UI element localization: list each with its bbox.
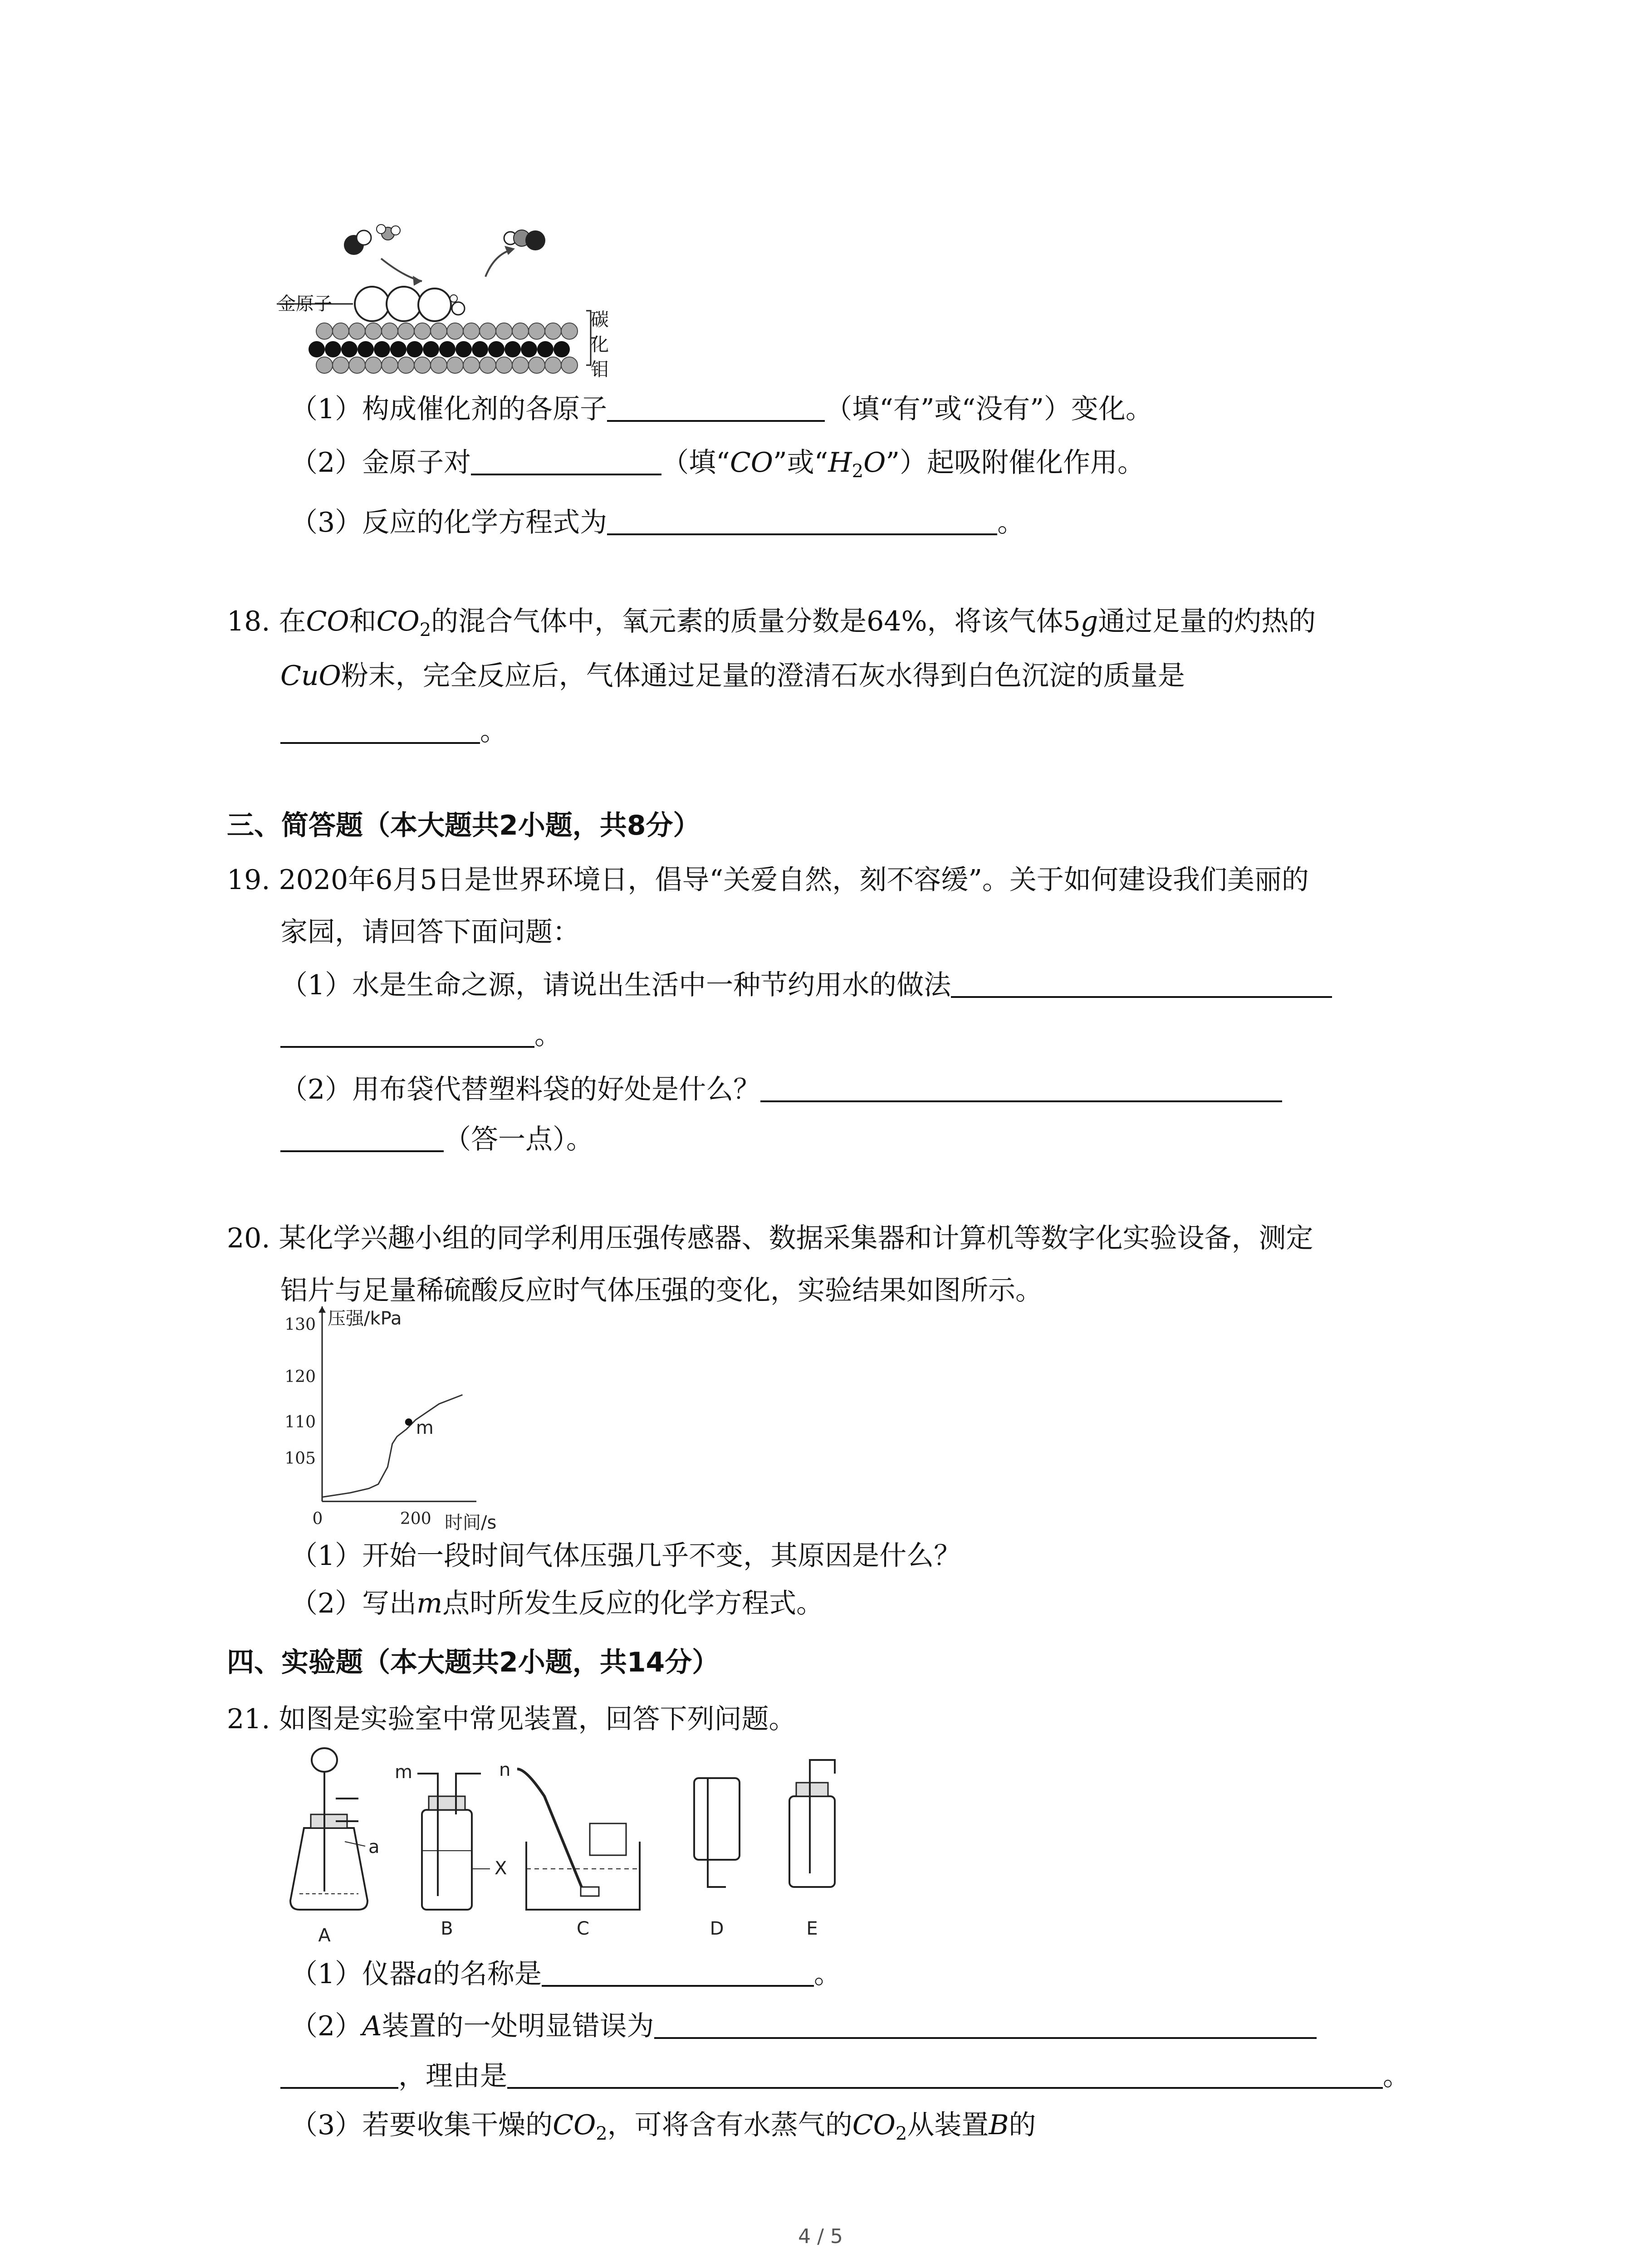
carbide-atom bbox=[382, 323, 398, 339]
apparatus-c bbox=[517, 1769, 640, 1910]
q17-part2: （2）金原子对 （填“CO”或“$H_2O$”）起吸附催化作用。 bbox=[290, 447, 1145, 482]
apparatus-diagram bbox=[272, 1742, 916, 1950]
x-tick-label: 0 bbox=[312, 1510, 323, 1528]
q18-line3: 。 bbox=[280, 717, 507, 745]
carbide-atom bbox=[456, 341, 472, 357]
apparatus-b bbox=[417, 1774, 490, 1910]
point-m-label: m bbox=[416, 1418, 434, 1438]
y-axis-label: 压强/kPa bbox=[328, 1308, 402, 1329]
label-e: E bbox=[806, 1918, 818, 1939]
carbide-atom bbox=[374, 341, 390, 357]
y-axis-arrow bbox=[318, 1306, 326, 1313]
carbide-atom bbox=[431, 323, 447, 339]
point-m bbox=[405, 1418, 412, 1426]
q20-line1: 20. 某化学兴趣小组的同学利用压强传感器、数据采集器和计算机等数字化实验设备，测定 bbox=[227, 1222, 1313, 1254]
carbide-atom bbox=[390, 341, 407, 357]
apparatus-e bbox=[789, 1760, 835, 1887]
section-4-title: 四、实验题（本大题共2小题，共14分） bbox=[227, 1647, 720, 1678]
q17-part3: （3）反应的化学方程式为 。 bbox=[290, 507, 1025, 538]
carbide-atom bbox=[463, 357, 480, 373]
apparatus-a bbox=[290, 1748, 367, 1910]
q17-part1: （1）构成催化剂的各原子 （填“有”或“没有”）变化。 bbox=[290, 393, 1153, 425]
q19-part2-cont: （答一点）。 bbox=[280, 1125, 593, 1153]
carbide-atom bbox=[414, 357, 431, 373]
carbide-atom bbox=[316, 357, 333, 373]
x-axis-label: 时间/s bbox=[445, 1512, 497, 1533]
carbide-atom bbox=[447, 357, 463, 373]
carbide-atom bbox=[333, 323, 349, 339]
label-a-lower: a bbox=[368, 1837, 380, 1857]
q21-part1: （1）仪器a的名称是 。 bbox=[290, 1958, 841, 1990]
carbide-atom bbox=[439, 341, 456, 357]
q20-part1: （1）开始一段时间气体压强几乎不变，其原因是什么？ bbox=[290, 1540, 961, 1572]
carbide-atom bbox=[333, 357, 349, 373]
y-tick-label: 105 bbox=[284, 1449, 316, 1468]
carbide-atom bbox=[431, 357, 447, 373]
y-tick-label: 130 bbox=[284, 1315, 316, 1334]
q19-part2: （2）用布袋代替塑料袋的好处是什么？ bbox=[280, 1075, 1282, 1103]
carbide-atom bbox=[358, 341, 374, 357]
carbide-atom bbox=[365, 323, 382, 339]
carbide-atom bbox=[529, 323, 545, 339]
q19-line1: 19. 2020年6月5日是世界环境日，倡导“关爱自然，刻不容缓”。关于如何建设我们美丽的 bbox=[227, 864, 1309, 896]
carbide-atom bbox=[554, 341, 570, 357]
label-x: X bbox=[495, 1858, 507, 1879]
q21-part2-cont: ，理由是 。 bbox=[280, 2062, 1410, 2090]
y-tick-label: 120 bbox=[284, 1368, 316, 1386]
carbide-atom bbox=[512, 357, 529, 373]
section-3-title: 三、简答题（本大题共2小题，共8分） bbox=[227, 810, 700, 841]
carbide-atom bbox=[423, 341, 439, 357]
carbide-atom bbox=[561, 323, 578, 339]
label-b: B bbox=[441, 1918, 453, 1939]
carbide-atom bbox=[480, 357, 496, 373]
carbide-atom bbox=[537, 341, 554, 357]
q21-part3: （3）若要收集干燥的$CO_2$，可将含有水蒸气的$CO_2$从装置B的 bbox=[290, 2109, 1036, 2144]
y-tick-label: 110 bbox=[284, 1413, 316, 1432]
carbide-atom bbox=[447, 323, 463, 339]
q18-line2: CuO粉末，完全反应后，气体通过足量的澄清石灰水得到白色沉淀的质量是 bbox=[280, 660, 1185, 692]
carbide-atom bbox=[512, 323, 529, 339]
carbide-atom bbox=[382, 357, 398, 373]
carbide-atom bbox=[488, 341, 505, 357]
carbide-atom bbox=[505, 341, 521, 357]
carbide-atom bbox=[480, 323, 496, 339]
carbide-atom bbox=[529, 357, 545, 373]
carbide-atom bbox=[561, 357, 578, 373]
q19-line2: 家园，请回答下面问题： bbox=[280, 916, 580, 948]
apparatus-d bbox=[694, 1778, 740, 1887]
carbide-atom bbox=[521, 341, 537, 357]
q19-part1-cont: 。 bbox=[280, 1021, 562, 1049]
support-label-2: 化 bbox=[591, 334, 609, 355]
carbide-atom bbox=[398, 357, 414, 373]
carbide-atom bbox=[349, 323, 365, 339]
label-a-upper: A bbox=[318, 1925, 331, 1946]
gold-atom-label: 金原子 bbox=[278, 293, 332, 314]
carbide-atom bbox=[349, 357, 365, 373]
carbide-atom bbox=[398, 323, 414, 339]
label-c: C bbox=[577, 1918, 589, 1939]
page-number: 4 / 5 bbox=[798, 2225, 843, 2248]
carbide-atom bbox=[472, 341, 488, 357]
carbide-atom bbox=[545, 323, 561, 339]
carbide-atom bbox=[496, 357, 512, 373]
support-label-1: 碳 bbox=[591, 309, 609, 330]
carbide-atom bbox=[496, 323, 512, 339]
carbide-atom bbox=[341, 341, 358, 357]
x-tick-label: 200 bbox=[400, 1510, 431, 1528]
carbide-atom bbox=[414, 323, 431, 339]
q20-part2: （2）写出m点时所发生反应的化学方程式。 bbox=[290, 1588, 824, 1619]
q19-part1: （1）水是生命之源，请说出生活中一种节约用水的做法 bbox=[280, 971, 1332, 999]
carbide-atom bbox=[325, 341, 341, 357]
q18-line1: 18. 在CO和$CO_2$的混合气体中，氧元素的质量分数是64%，将该气体5g通过足量的灼热的 bbox=[227, 606, 1316, 640]
carbide-atom bbox=[463, 323, 480, 339]
pressure-curve bbox=[322, 1395, 462, 1497]
q21-part2: （2）A装置的一处明显错误为 bbox=[290, 2012, 1317, 2040]
support-label-3: 钼 bbox=[591, 359, 609, 380]
carbide-atom bbox=[545, 357, 561, 373]
carbide-atom bbox=[365, 357, 382, 373]
label-d: D bbox=[710, 1918, 724, 1939]
label-m: m bbox=[395, 1762, 412, 1783]
label-n: n bbox=[499, 1760, 511, 1780]
q21-line1: 21. 如图是实验室中常见装置，回答下列问题。 bbox=[227, 1703, 796, 1735]
pressure-chart bbox=[254, 1297, 508, 1533]
carbide-atom bbox=[316, 323, 333, 339]
carbide-atom bbox=[309, 341, 325, 357]
carbide-atom bbox=[407, 341, 423, 357]
q20-line2: 铝片与足量稀硫酸反应时气体压强的变化，实验结果如图所示。 bbox=[280, 1275, 1043, 1306]
